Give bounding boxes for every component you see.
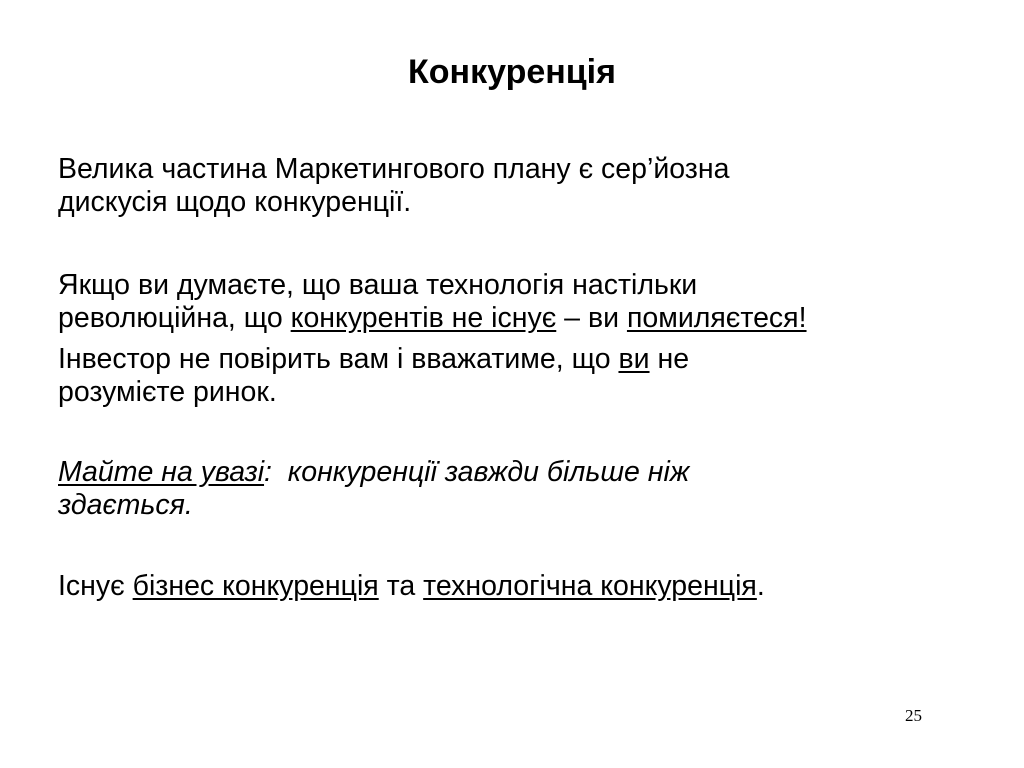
p1-line1: Велика частина Маркетингового плану є сер’йозна <box>58 153 730 185</box>
paragraph-marketing-plan <box>58 153 988 219</box>
paragraph-revolutionary-technology <box>58 269 988 335</box>
paragraph-keep-in-mind <box>58 456 988 522</box>
paragraph-competition-types <box>58 570 988 603</box>
business-competition-underlined: бізнес конкуренція <box>132 570 379 602</box>
p4-line1-rest: конкуренції завжди більше ніж <box>287 456 690 488</box>
paragraph-investor <box>58 343 988 409</box>
p3-line2: розумієте ринок. <box>58 376 277 408</box>
p3-line1-b: не <box>649 343 690 375</box>
p4-colon: : <box>264 456 288 488</box>
slide-title: Конкуренція <box>408 53 616 91</box>
p5-a: Існує <box>58 570 133 602</box>
p1-line2: дискусія щодо конкуренції. <box>58 186 412 218</box>
page-number: 25 <box>905 706 922 725</box>
no-competitors-underlined: конкурентів не існує <box>290 302 557 334</box>
p5-b: та <box>378 570 424 602</box>
p5-c: . <box>756 570 765 602</box>
p2-line2-b: – ви <box>556 302 627 334</box>
you-are-wrong-underlined: помиляєтеся! <box>626 302 807 334</box>
p4-line2: здається. <box>58 489 193 521</box>
p2-line2-a: революційна, що <box>58 302 291 334</box>
you-underlined: ви <box>618 343 650 375</box>
p2-line1: Якщо ви думаєте, що ваша технологія настільки <box>58 269 698 301</box>
p3-line1-a: Інвестор не повірить вам і вважатиме, що <box>58 343 619 375</box>
keep-in-mind-underlined: Майте на увазі <box>58 456 265 488</box>
technology-competition-underlined: технологічна конкуренція <box>423 570 757 602</box>
